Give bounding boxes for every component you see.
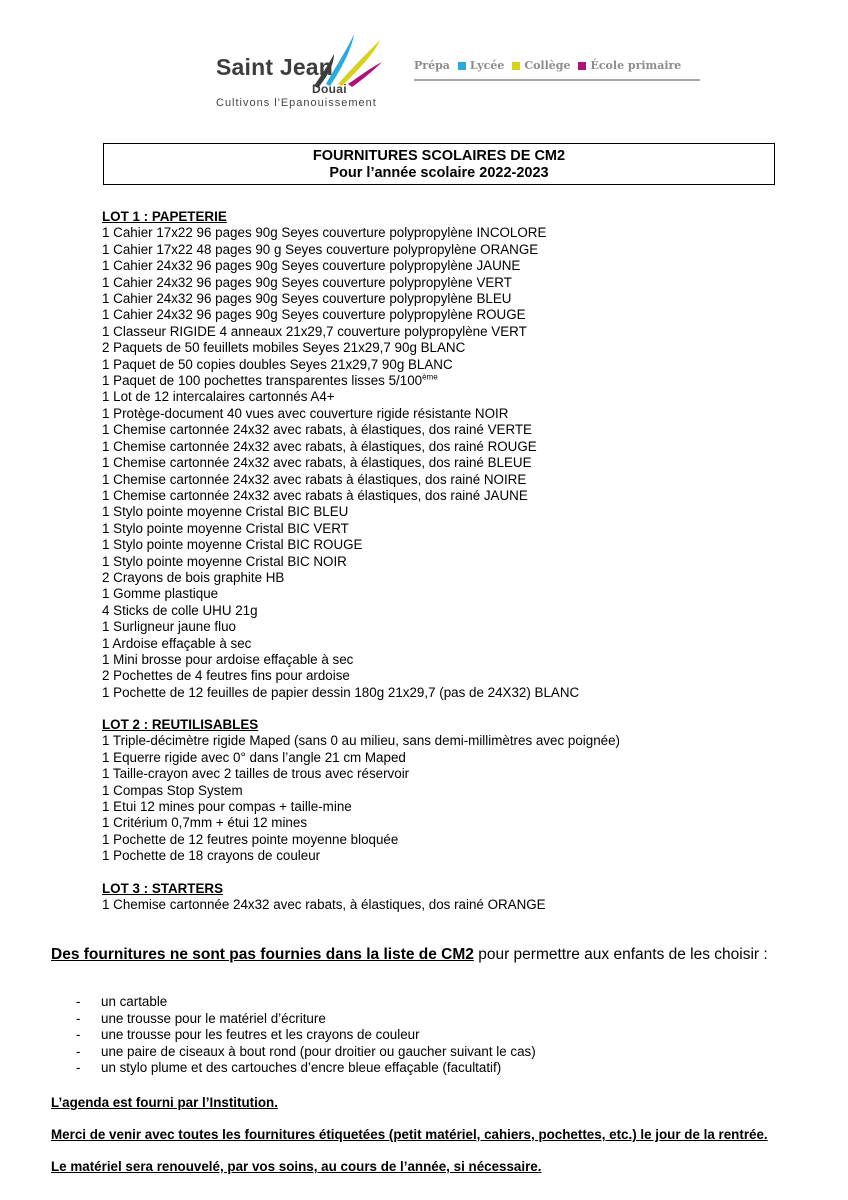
list-item: 1 Stylo pointe moyenne Cristal BIC NOIR <box>102 553 347 569</box>
list-item: 1 Paquet de 50 copies doubles Seyes 21x29,7 90g BLANC <box>102 356 453 372</box>
list-item: 1 Cahier 24x32 96 pages 90g Seyes couverture polypropylène VERT <box>102 274 512 290</box>
lot3-title: LOT 3 : STARTERS <box>102 881 224 896</box>
nav-item-prepa: Prépa <box>414 59 450 72</box>
list-item: 1 Chemise cartonnée 24x32 avec rabats à élastiques, dos rainé JAUNE <box>102 487 528 503</box>
list-item: 1 Ardoise effaçable à sec <box>102 635 252 651</box>
lot1-list <box>102 225 802 373</box>
list-item: 1 Chemise cartonnée 24x32 avec rabats, à élastiques, dos rainé ORANGE <box>102 897 546 913</box>
agenda-notice: L’agenda est fourni par l’Institution. <box>51 1095 278 1110</box>
lot3-section <box>102 881 802 914</box>
list-item: 1 Gomme plastique <box>102 586 219 602</box>
list-item: 1 Pochette de 12 feuilles de papier dessin 180g 21x29,7 (pas de 24X32) BLANC <box>102 684 580 700</box>
nav-item-ecole-primaire: École primaire <box>578 59 681 72</box>
nav-item-college: Collège <box>512 59 570 72</box>
list-item: 1 Compas Stop System <box>102 782 243 798</box>
lot2-section <box>102 717 802 865</box>
renewal-notice: Le matériel sera renouvelé, par vos soins, au cours de l’année, si nécessaire. <box>51 1159 542 1174</box>
list-item: 1 Chemise cartonnée 24x32 avec rabats, à élastiques, dos rainé ROUGE <box>102 438 537 454</box>
lycee-color-square-icon <box>458 62 466 70</box>
lot2-title: LOT 2 : REUTILISABLES <box>102 717 259 732</box>
list-item: 1 Cahier 17x22 48 pages 90 g Seyes couverture polypropylène ORANGE <box>102 241 539 257</box>
list-item: 1 Lot de 12 intercalaires cartonnés A4+ <box>102 389 335 405</box>
list-item: 2 Pochettes de 4 feutres fins pour ardoise <box>102 668 350 684</box>
lot3-list <box>102 897 802 913</box>
lot1-title: LOT 1 : PAPETERIE <box>102 209 227 224</box>
logo-name: Saint Jean <box>216 54 334 80</box>
list-item: 1 Chemise cartonnée 24x32 avec rabats, à élastiques, dos rainé BLEUE <box>102 455 532 471</box>
list-item: - une trousse pour le matériel d’écriture <box>76 1011 776 1028</box>
list-item: 1 Stylo pointe moyenne Cristal BIC ROUGE <box>102 537 363 553</box>
school-levels-nav <box>414 59 700 81</box>
list-item: 1 Taille-crayon avec 2 tailles de trous avec réservoir <box>102 766 410 782</box>
list-item: 1 Pochette de 18 crayons de couleur <box>102 848 321 864</box>
not-supplied-note <box>51 945 811 965</box>
school-logo <box>212 26 702 112</box>
list-item: 1 Chemise cartonnée 24x32 avec rabats à élastiques, dos rainé NOIRE <box>102 471 527 487</box>
list-item: 1 Mini brosse pour ardoise effaçable à sec <box>102 651 354 667</box>
list-item: 1 Classeur RIGIDE 4 anneaux 21x29,7 couverture polypropylène VERT <box>102 323 527 339</box>
not-supplied-note-strong: Des fournitures ne sont pas fournies dans la liste de CM2 <box>51 946 474 963</box>
list-item: 1 Protège-document 40 vues avec couverture rigide résistante NOIR <box>102 405 509 421</box>
labeling-notice: Merci de venir avec toutes les fournitures étiquetées (petit matériel, cahiers, pochettes, etc.) le jour de la rentrée. <box>51 1127 768 1142</box>
list-item: - un cartable <box>76 994 776 1011</box>
document-title: FOURNITURES SCOLAIRES DE CM2 <box>312 148 566 164</box>
list-item: - un stylo plume et des cartouches d’encre bleue effaçable (facultatif) <box>76 1060 776 1077</box>
list-item: 1 Cahier 24x32 96 pages 90g Seyes couverture polypropylène JAUNE <box>102 258 521 274</box>
list-item: 1 Cahier 24x32 96 pages 90g Seyes couverture polypropylène ROUGE <box>102 307 526 323</box>
logo-tagline: Cultivons l'Epanouissement <box>216 97 377 109</box>
list-item: 1 Critérium 0,7mm + étui 12 mines <box>102 815 308 831</box>
list-item: - une trousse pour les feutres et les crayons de couleur <box>76 1027 776 1044</box>
list-item: 1 Cahier 24x32 96 pages 90g Seyes couverture polypropylène BLEU <box>102 291 512 307</box>
list-item: 2 Crayons de bois graphite HB <box>102 569 285 585</box>
list-item: 1 Equerre rigide avec 0° dans l’angle 21 cm Maped <box>102 749 406 765</box>
not-supplied-note-rest: pour permettre aux enfants de les choisir : <box>473 946 768 963</box>
list-item: 1 Triple-décimètre rigide Maped (sans 0 au milieu, sans demi-millimètres avec poignée) <box>102 733 620 749</box>
lot1-list-continued <box>102 389 802 701</box>
list-item: 4 Sticks de colle UHU 21g <box>102 602 258 618</box>
list-item: 1 Stylo pointe moyenne Cristal BIC VERT <box>102 520 349 536</box>
list-item: 1 Chemise cartonnée 24x32 avec rabats, à élastiques, dos rainé VERTE <box>102 422 532 438</box>
lot2-list <box>102 733 802 864</box>
ecole-color-square-icon <box>578 62 586 70</box>
list-item: 1 Etui 12 mines pour compas + taille-mine <box>102 799 352 815</box>
list-item: 1 Cahier 17x22 96 pages 90g Seyes couverture polypropylène INCOLORE <box>102 225 547 241</box>
list-item: 1 Paquet de 100 pochettes transparentes lisses 5/100ème <box>102 372 438 389</box>
list-item: 1 Stylo pointe moyenne Cristal BIC BLEU <box>102 504 349 520</box>
document-subtitle: Pour l’année scolaire 2022-2023 <box>329 165 549 181</box>
logo-city: Douai <box>312 82 347 96</box>
not-supplied-list <box>76 994 776 1077</box>
college-color-square-icon <box>512 62 520 70</box>
document-title-box <box>103 143 775 185</box>
list-item: 1 Pochette de 12 feutres pointe moyenne bloquée <box>102 831 399 847</box>
list-item: 2 Paquets de 50 feuillets mobiles Seyes 21x29,7 90g BLANC <box>102 340 466 356</box>
list-item: 1 Surligneur jaune fluo <box>102 619 236 635</box>
nav-item-lycee: Lycée <box>458 59 504 72</box>
lot1-section <box>102 209 802 701</box>
list-item: - une paire de ciseaux à bout rond (pour droitier ou gaucher suivant le cas) <box>76 1044 776 1061</box>
